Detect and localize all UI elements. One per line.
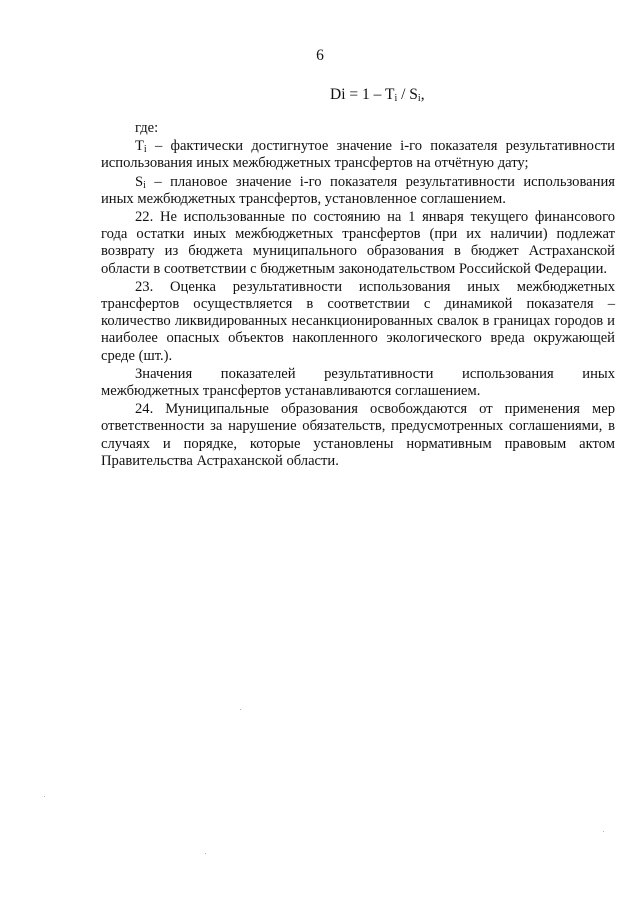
definition-t — [101, 138, 615, 172]
page-number: 6 — [316, 47, 324, 64]
paragraph-23: 23. Оценка результативности использования иных межбюджетных трансфертов осуществляется в соответствии с динамикой показателя – количество ликвидированных несанкционированных свалок в границах городов и наиболее опасных объектов накопленного экологического вреда окружающей среде (шт.). — [101, 278, 615, 364]
paragraph-24: 24. Муниципальные образования освобождаются от применения мер ответственности за нарушение обязательств, предусмотренных соглашениями, в случаях и порядке, которые установлены нормативным правовым актом Правительства Астраханской области. — [101, 401, 615, 469]
formula-s-subscript: i — [417, 93, 421, 104]
formula — [330, 86, 425, 104]
formula-tail: , — [420, 86, 425, 103]
formula-middle: / S — [397, 86, 418, 103]
paragraph-22: 22. Не использованные по состоянию на 1 января текущего финансового года остатки иных межбюджетных трансфертов (при их наличии) подлежат возврату из бюджета муниципального образования в бюджет Астраханской области в соответствии с бюджетным законодательством Российской Федерации. — [101, 209, 615, 277]
scan-speck — [205, 853, 206, 854]
scan-speck — [44, 796, 45, 797]
body-text — [101, 120, 615, 470]
definition-s-symbol: S — [135, 173, 144, 190]
definition-s-subscript: i — [143, 179, 146, 191]
definition-s — [101, 174, 615, 208]
paragraph-23-values: Значения показателей результативности использования иных межбюджетных трансфертов устанавливаются соглашением. — [101, 365, 615, 400]
where-label: где: — [135, 120, 159, 136]
scan-speck — [240, 709, 241, 710]
formula-t-subscript: i — [394, 93, 398, 104]
definition-t-subscript: i — [143, 144, 147, 156]
definition-t-text: – фактически достигнутое значение i-го показателя результативности использования иных межбюджетных трансфертов на отчётную дату; — [101, 138, 615, 172]
formula-lhs: Di = 1 – T — [330, 86, 395, 103]
definition-s-text: – плановое значение i-го показателя результативности использования иных межбюджетных трансфертов, установленное соглашением. — [101, 173, 615, 207]
definition-t-symbol: T — [135, 138, 144, 155]
scan-speck — [603, 831, 604, 832]
